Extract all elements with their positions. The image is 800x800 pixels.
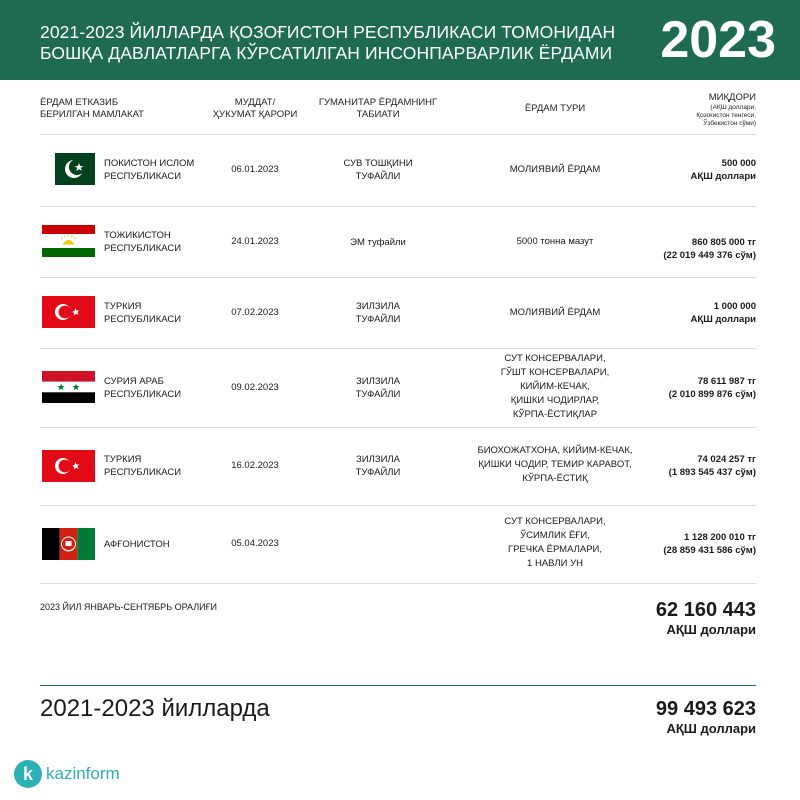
- country-name: [104, 157, 214, 183]
- aid-amount-line-2: (28 859 431 586 сўм): [663, 545, 756, 556]
- country-name-line-1: ПОКИСТОН ИСЛОМ: [104, 158, 195, 169]
- total-label: 2021-2023 йилларда: [40, 695, 270, 722]
- column-header-date: [200, 97, 310, 121]
- year-label: 2023: [660, 11, 776, 69]
- title-line-2: БОШҚА ДАВЛАТЛАРГА КЎРСАТИЛГАН ИНСОНПАРВАРЛИК ЁРДАМИ: [40, 43, 613, 63]
- period-amount: [656, 598, 756, 638]
- aid-nature: [318, 236, 438, 249]
- aid-amount-line-1: 500 000: [721, 158, 756, 169]
- country-name-line-2: РЕСПУБЛИКАСИ: [104, 243, 182, 254]
- aid-amount-line-1: 74 024 257 тг: [697, 454, 756, 465]
- kazinform-logo-text: kazinform: [46, 764, 120, 783]
- country-name-line-1: ТУРКИЯ: [104, 301, 142, 312]
- aid-nature-line-2: ТУФАЙЛИ: [355, 171, 401, 182]
- aid-amount: [620, 236, 756, 262]
- page-title: [40, 22, 660, 64]
- country-name-line-2: РЕСПУБЛИКАСИ: [104, 389, 182, 400]
- decision-date: 05.04.2023: [231, 538, 279, 549]
- aid-amount-line-2: (22 019 449 376 сўм): [663, 250, 756, 261]
- aid-nature-line-2: ТУФАЙЛИ: [355, 467, 401, 478]
- column-header-amount: [640, 92, 756, 128]
- aid-type-line: КЎРПА-ЁСТИҚЛАР: [512, 409, 598, 420]
- aid-type-line: 1 НАВЛИ УН: [527, 558, 583, 569]
- column-header-nature-line-2: ТАБИАТИ: [356, 109, 400, 120]
- period-amount-currency: АҚШ доллари: [666, 622, 756, 637]
- table-row: [0, 349, 800, 427]
- total-divider: [40, 685, 756, 686]
- aid-amount: [620, 300, 756, 326]
- table-row: [0, 278, 800, 348]
- aid-nature-line-1: ЗИЛЗИЛА: [356, 454, 400, 465]
- country-name: [104, 229, 214, 255]
- title-line-1: 2021-2023 ЙИЛЛАРДА ҚОЗОҒИСТОН РЕСПУБЛИКАСИ ТОМОНИДАН: [40, 22, 616, 42]
- aid-nature: [318, 453, 438, 479]
- aid-nature: [318, 300, 438, 326]
- turkey-flag-icon: [42, 450, 95, 482]
- aid-amount-line-2: (2 010 899 876 сўм): [668, 389, 756, 400]
- aid-type-line: 5000 тонна мазут: [516, 236, 594, 247]
- period-amount-value: 62 160 443: [655, 599, 756, 621]
- column-header-amount-sub-1: (АҚШ доллари,: [710, 104, 756, 111]
- country-name-line-1: ТУРКИЯ: [104, 454, 142, 465]
- aid-type-line: КИЙИМ-КЕЧАК,: [520, 381, 590, 392]
- aid-amount-line-1: 1 128 200 010 тг: [683, 532, 756, 543]
- column-header-date-line-2: ҲУКУМАТ ҚАРОРИ: [212, 109, 298, 120]
- aid-type-line: ҚИШКИ ЧОДИРЛАР,: [510, 395, 600, 406]
- aid-type-line: БИОХОЖАТХОНА, КИЙИМ-КЕЧАК,: [477, 445, 633, 456]
- aid-type-line: ЎСИМЛИК ЁҒИ,: [520, 530, 590, 541]
- country-name: [104, 300, 214, 326]
- decision-date: 07.02.2023: [231, 307, 279, 318]
- aid-amount: [620, 531, 756, 557]
- aid-amount-line-1: 78 611 987 тг: [697, 376, 756, 387]
- tajikistan-flag-icon: [42, 225, 95, 257]
- decision-date: 16.02.2023: [231, 460, 279, 471]
- syria-flag-icon: [42, 371, 95, 403]
- decision-date: 09.02.2023: [231, 382, 279, 393]
- decision-date: 24.01.2023: [231, 236, 279, 247]
- aid-nature: [318, 157, 438, 183]
- country-name-line-1: СУРИЯ АРАБ: [104, 376, 164, 387]
- table-row: [0, 428, 800, 505]
- column-header-amount-sub-2: Қозоғистон тенгеси,: [696, 112, 756, 119]
- aid-type-line: ҚИШКИ ЧОДИР, ТЕМИР КАРАВОТ,: [478, 459, 632, 470]
- aid-nature-line-2: ТУФАЙЛИ: [355, 389, 401, 400]
- aid-type-line: КЎРПА-ЁСТИҚ: [522, 473, 588, 484]
- aid-type-line: ГРЕЧКА ЁРМАЛАРИ,: [507, 544, 603, 555]
- country-name: [104, 453, 214, 479]
- aid-nature-line-1: ЗИЛЗИЛА: [356, 376, 400, 387]
- aid-amount-line-1: 1 000 000: [713, 301, 756, 312]
- column-header-country-line-1: ЁРДАМ ЕТКАЗИБ: [40, 97, 119, 108]
- column-header-amount-title: МИҚДОРИ: [708, 92, 756, 103]
- aid-type-line: СУТ КОНСЕРВАЛАРИ,: [504, 353, 606, 364]
- aid-amount: [620, 157, 756, 183]
- aid-amount: [620, 375, 756, 401]
- aid-amount-line-1: 860 805 000 тг: [691, 237, 756, 248]
- country-name-line-2: РЕСПУБЛИКАСИ: [104, 171, 182, 182]
- decision-date: 06.01.2023: [231, 164, 279, 175]
- period-label: 2023 ЙИЛ ЯНВАРЬ-СЕНТЯБРЬ ОРАЛИҒИ: [40, 602, 217, 612]
- country-name-line-2: РЕСПУБЛИКАСИ: [104, 467, 182, 478]
- total-amount: [656, 697, 756, 737]
- column-header-date-line-1: МУДДАТ/: [234, 97, 276, 108]
- column-header-country: [40, 97, 190, 121]
- aid-amount-line-2: АҚШ доллари: [690, 314, 756, 325]
- kazinform-logo: [14, 758, 120, 790]
- column-header-nature-line-1: ГУМАНИТАР ЁРДАМНИНГ: [318, 97, 438, 108]
- aid-type-line: МОЛИЯВИЙ ЁРДАМ: [509, 164, 601, 175]
- table-row: [0, 506, 800, 583]
- country-name-line-1: ТОЖИКИСТОН: [104, 230, 171, 241]
- country-name-line-1: АФҒОНИСТОН: [104, 539, 170, 550]
- turkey-flag-icon: [42, 296, 95, 328]
- country-name-line-2: РЕСПУБЛИКАСИ: [104, 314, 182, 325]
- table-row: [0, 207, 800, 277]
- aid-nature-line-2: ТУФАЙЛИ: [355, 314, 401, 325]
- country-name: [104, 375, 214, 401]
- total-amount-value: 99 493 623: [655, 698, 756, 720]
- total-amount-currency: АҚШ доллари: [666, 721, 756, 736]
- kazinform-logo-icon: k: [14, 760, 42, 788]
- aid-nature-line-1: СУВ ТОШҚИНИ: [343, 158, 413, 169]
- aid-type-line: МОЛИЯВИЙ ЁРДАМ: [509, 307, 601, 318]
- column-header-country-line-2: БЕРИЛГАН МАМЛАКАТ: [40, 109, 144, 120]
- aid-nature: [318, 375, 438, 401]
- aid-nature-line-1: ЭМ туфайли: [350, 237, 406, 248]
- table-row: [0, 135, 800, 205]
- aid-type-line: ГЎШТ КОНСЕРВАЛАРИ,: [500, 367, 610, 378]
- aid-nature-line-1: ЗИЛЗИЛА: [356, 301, 400, 312]
- row-divider: [40, 583, 756, 584]
- aid-amount-line-2: (1 893 545 437 сўм): [668, 467, 756, 478]
- aid-amount-line-2: АҚШ доллари: [690, 171, 756, 182]
- column-header-amount-sub-3: Ўзбекистон сўми): [703, 120, 756, 127]
- aid-type-line: СУТ КОНСЕРВАЛАРИ,: [504, 516, 606, 527]
- afghanistan-flag-icon: [42, 528, 95, 560]
- column-header-aid: ЁРДАМ ТУРИ: [524, 103, 586, 114]
- aid-amount: [620, 453, 756, 479]
- pakistan-flag-icon: [42, 153, 95, 185]
- column-header-nature: [318, 97, 438, 121]
- header-banner: [0, 0, 800, 80]
- country-name: [104, 538, 214, 551]
